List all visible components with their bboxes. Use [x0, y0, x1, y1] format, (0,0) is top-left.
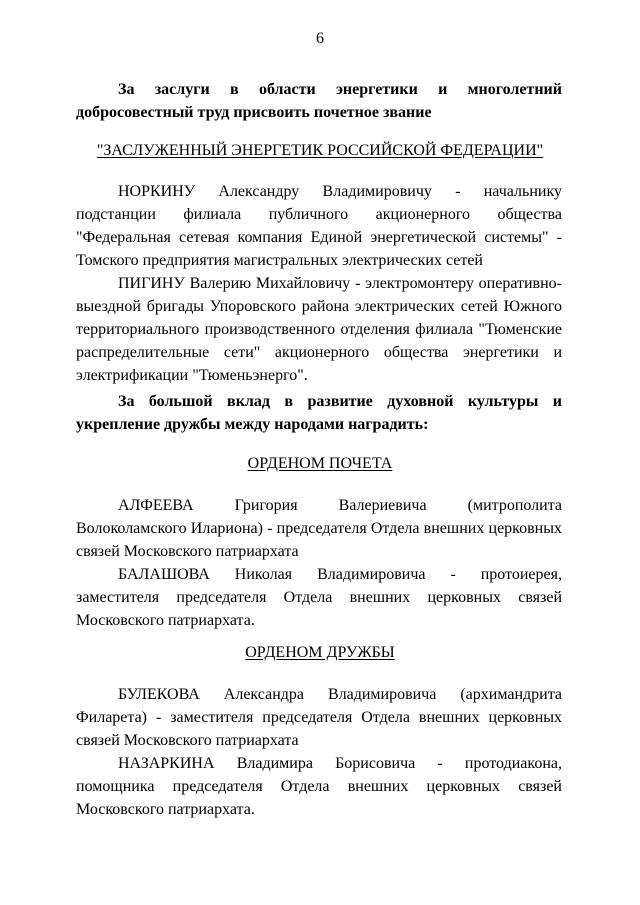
section2-entry-balashov: БАЛАШОВА Николая Владимировича - протоиерея, заместителя председателя Отдела внешних церковных связей Московского патриархата.	[76, 566, 562, 629]
section1-entry-pigin: ПИГИНУ Валерию Михайловичу - электромонтеру оперативно-выездной бригады Упоровского района электрических сетей Южного территориального производственного отделения филиала "Тюменские распределительные сети" акционерного общества энергетики и электрификации "Тюменьэнерго".	[76, 275, 562, 384]
section2-entry-alfeev: АЛФЕЕВА Григория Валериевича (митрополита Волоколамского Илариона) - председателя Отдела внешних церковных связей Московского патриархата	[76, 497, 562, 560]
section3-entry-nazarkin: НАЗАРКИНА Владимира Борисовича - протодиакона, помощника председателя Отдела внешних церковных связей Московского патриархата.	[76, 755, 562, 818]
page-number: 6	[316, 30, 324, 47]
section1-title: "ЗАСЛУЖЕННЫЙ ЭНЕРГЕТИК РОССИЙСКОЙ ФЕДЕРАЦИИ"	[96, 142, 544, 159]
section3-title: ОРДЕНОМ ДРУЖБЫ	[245, 644, 395, 661]
section2-title: ОРДЕНОМ ПОЧЕТА	[247, 455, 393, 472]
section3-entries	[76, 683, 562, 821]
section3-entry-bulekov: БУЛЕКОВА Александра Владимировича (архимандрита Филарета) - заместителя председателя Отдела внешних церковных связей Московского патриархата	[76, 686, 562, 749]
section1-entries	[76, 180, 562, 387]
section2-intro: За большой вклад в развитие духовной культуры и укрепление дружбы между народами наградить:	[76, 393, 562, 433]
section1-entry-norkin: НОРКИНУ Александру Владимировичу - начальнику подстанции филиала публичного акционерного общества "Федеральная сетевая компания Единой энергетической системы" - Томского предприятия магистральных электрических сетей	[76, 183, 562, 269]
section1-intro: За заслуги в области энергетики и многолетний добросовестный труд присвоить почетное звание	[76, 81, 562, 121]
section2-entries	[76, 494, 562, 632]
